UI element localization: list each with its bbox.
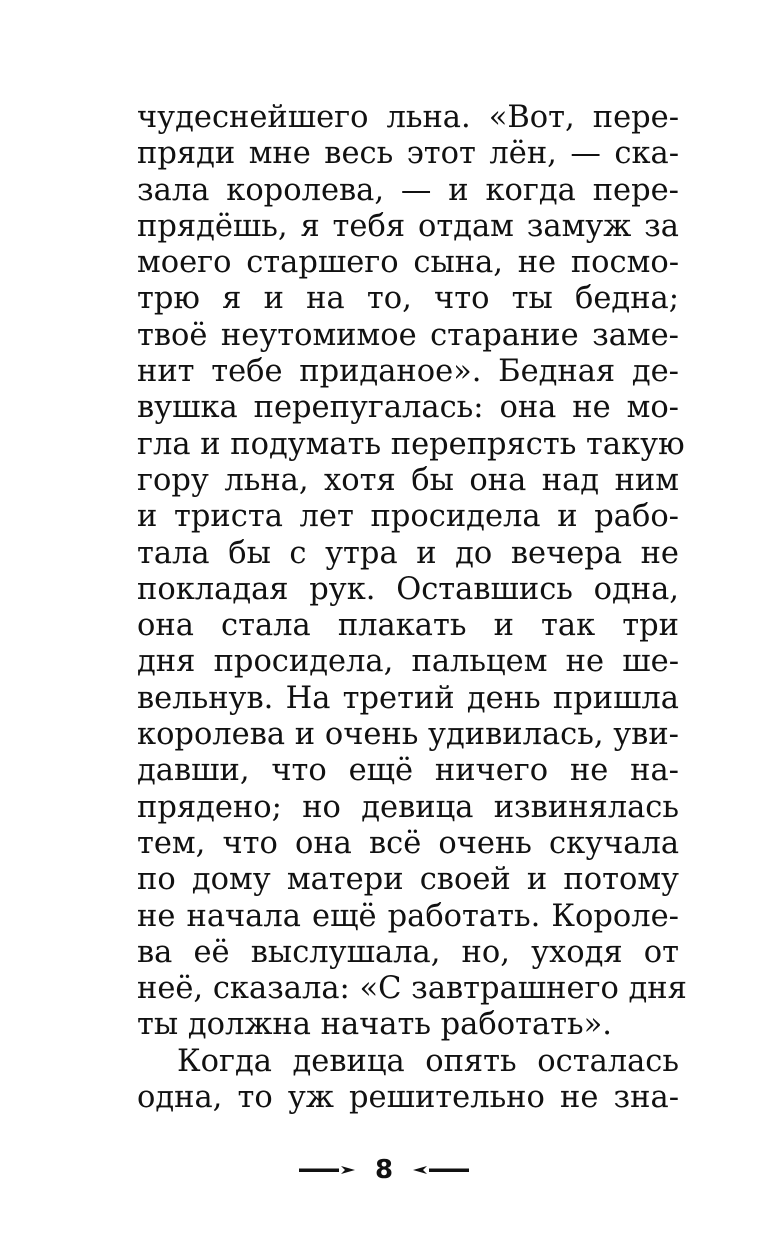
body-text [137,100,687,1116]
text-line: тала бы с утра и до вечера не [137,535,679,571]
text-line: одна, то уж решительно не зна- [137,1080,679,1116]
text-line: зала королева, — и когда пере- [137,172,679,208]
page-footer [0,1150,768,1190]
text-line: ты должна начать работать». [137,1007,612,1043]
text-line: не начала ещё работать. Короле- [137,898,679,934]
text-line: тем, что она всё очень скучала [137,825,679,861]
paragraph-first-line: Когда девица опять осталась [177,1043,679,1079]
text-line: прядено; но девица извинялась [137,789,679,825]
text-line: гору льна, хотя бы она над ним [137,462,679,498]
text-line: прядёшь, я тебя отдам замуж за [137,208,679,244]
text-line: ва её выслушала, но, уходя от [137,934,679,970]
text-line: вушка перепугалась: она не мо- [137,390,679,426]
text-line: неё, сказала: «С завтрашнего дня [137,971,687,1007]
text-line: твоё неутомимое старание заме- [137,317,679,353]
page-number: 8 [374,1155,394,1185]
text-line: покладая рук. Оставшись одна, [137,571,679,607]
ornament-left-icon [299,1163,357,1177]
text-line: давши, что ещё ничего не на- [137,753,679,789]
text-line: по дому матери своей и потому [137,862,679,898]
text-line: моего старшего сына, не посмо- [137,245,679,281]
text-line: пряди мне весь этот лён, — ска- [137,136,679,172]
text-line: трю я и на то, что ты бедна; [137,281,679,317]
text-line: она стала плакать и так три [137,608,679,644]
text-line: чудеснейшего льна. «Вот, пере- [137,100,679,135]
text-line: гла и подумать перепрясть такую [137,426,685,462]
text-line: дня просидела, пальцем не ше- [137,644,679,680]
text-line: вельнув. На третий день пришла [137,680,679,716]
text-line: и триста лет просидела и рабо- [137,499,679,535]
text-line: нит тебе приданое». Бедная де- [137,354,679,390]
ornament-right-icon [411,1163,469,1177]
text-line: королева и очень удивилась, уви- [137,717,679,753]
